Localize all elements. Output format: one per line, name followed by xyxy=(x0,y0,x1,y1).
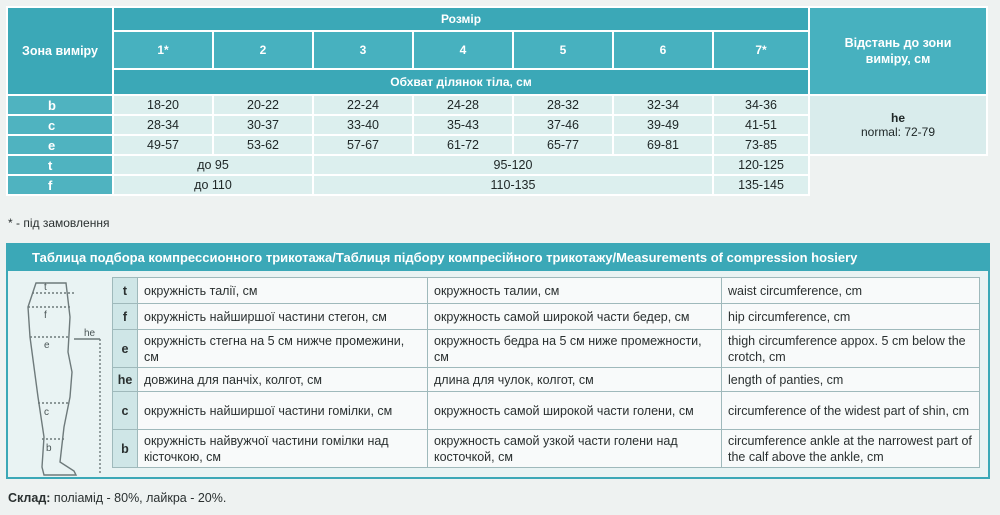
girth-header: Обхват ділянок тіла, см xyxy=(113,69,809,95)
measurement-panel xyxy=(6,243,990,479)
size-value-cell: 57-67 xyxy=(313,135,413,155)
measurement-en: circumference ankle at the narrowest part of the calf above the ankle, cm xyxy=(722,430,980,468)
distance-cell xyxy=(809,95,987,155)
measurement-title: Таблица подбора компрессионного трикотажа/Таблиця підбору компресійного трикотажу/Measurements of compression hosiery xyxy=(8,245,988,271)
size-value-cell: 41-51 xyxy=(713,115,809,135)
measurement-ru: окружность бедра на 5 см ниже промежности, см xyxy=(428,330,722,368)
size-value-cell: 53-62 xyxy=(213,135,313,155)
fig-label-he: he xyxy=(84,328,96,339)
size-value-cell: 95-120 xyxy=(313,155,713,175)
measurement-ru: окружность самой широкой части бедер, см xyxy=(428,304,722,330)
size-value-cell: 33-40 xyxy=(313,115,413,135)
zone-cell: b xyxy=(7,95,113,115)
size-number: 1* xyxy=(113,31,213,69)
measurement-en: thigh circumference appox. 5 cm below the crotch, cm xyxy=(722,330,980,368)
measurement-key: f xyxy=(113,304,138,330)
fig-label-e: e xyxy=(44,340,50,351)
measurement-en: hip circumference, cm xyxy=(722,304,980,330)
measurement-ru: окружность самой широкой части голени, см xyxy=(428,392,722,430)
measurement-ua: окружність стегна на 5 см нижче промежини, см xyxy=(138,330,428,368)
fig-label-b: b xyxy=(46,443,52,454)
measurement-row-f xyxy=(113,304,980,330)
zone-header: Зона виміру xyxy=(7,7,113,95)
size-value-cell: 61-72 xyxy=(413,135,513,155)
measurement-key: b xyxy=(113,430,138,468)
measurement-key: t xyxy=(113,278,138,304)
fig-label-f: f xyxy=(44,310,47,321)
size-row-f xyxy=(7,175,987,195)
size-number: 5 xyxy=(513,31,613,69)
measurement-en: waist circumference, cm xyxy=(722,278,980,304)
size-value-cell: 34-36 xyxy=(713,95,809,115)
size-row-b xyxy=(7,95,987,115)
fig-label-c: c xyxy=(44,407,49,418)
size-value-cell: 73-85 xyxy=(713,135,809,155)
measurement-key: he xyxy=(113,368,138,392)
measurement-ua: окружність найвужчої частини гомілки над кісточкою, см xyxy=(138,430,428,468)
measurement-row-he xyxy=(113,368,980,392)
measurement-ru: окружность талии, см xyxy=(428,278,722,304)
distance-header: Відстань до зони виміру, см xyxy=(809,7,987,95)
size-value-cell: 69-81 xyxy=(613,135,713,155)
zone-cell: c xyxy=(7,115,113,135)
measurement-en: length of panties, cm xyxy=(722,368,980,392)
size-row-t xyxy=(7,155,987,175)
measurement-table xyxy=(112,277,980,468)
measurement-ua: окружність найширшої частини стегон, см xyxy=(138,304,428,330)
size-value-cell: 135-145 xyxy=(713,175,809,195)
size-value-cell: 18-20 xyxy=(113,95,213,115)
size-value-cell: 20-22 xyxy=(213,95,313,115)
zone-cell: t xyxy=(7,155,113,175)
size-value-cell: 39-49 xyxy=(613,115,713,135)
size-value-cell: 30-37 xyxy=(213,115,313,135)
measurement-key: e xyxy=(113,330,138,368)
measurement-row-c xyxy=(113,392,980,430)
size-number: 4 xyxy=(413,31,513,69)
size-value-cell: 32-34 xyxy=(613,95,713,115)
zone-cell: f xyxy=(7,175,113,195)
composition xyxy=(8,491,226,505)
size-value-cell: 110-135 xyxy=(313,175,713,195)
leg-figure xyxy=(14,277,110,477)
measurement-ua: окружність талії, см xyxy=(138,278,428,304)
size-value-cell: 28-34 xyxy=(113,115,213,135)
measurement-en: circumference of the widest part of shin, cm xyxy=(722,392,980,430)
measurement-key: c xyxy=(113,392,138,430)
measurement-row-e xyxy=(113,330,980,368)
measurement-ua: довжина для панчіх, колгот, см xyxy=(138,368,428,392)
fig-label-t: t xyxy=(44,282,47,293)
size-table xyxy=(6,6,988,196)
composition-label: Склад: xyxy=(8,491,51,505)
measurement-ua: окружність найширшої частини гомілки, см xyxy=(138,392,428,430)
distance-key: he xyxy=(890,111,905,125)
size-number: 3 xyxy=(313,31,413,69)
size-number: 7* xyxy=(713,31,809,69)
size-value-cell: 24-28 xyxy=(413,95,513,115)
size-value-cell: 120-125 xyxy=(713,155,809,175)
measurement-row-t xyxy=(113,278,980,304)
size-value-cell: 22-24 xyxy=(313,95,413,115)
measurement-ru: длина для чулок, колгот, см xyxy=(428,368,722,392)
size-value-cell: 37-46 xyxy=(513,115,613,135)
size-header: Розмір xyxy=(113,7,809,31)
size-value-cell: до 110 xyxy=(113,175,313,195)
size-value-cell: 65-77 xyxy=(513,135,613,155)
size-value-cell: 49-57 xyxy=(113,135,213,155)
measurement-ru: окружность самой узкой части голени над косточкой, см xyxy=(428,430,722,468)
size-value-cell: 28-32 xyxy=(513,95,613,115)
measurement-row-b xyxy=(113,430,980,468)
size-number: 2 xyxy=(213,31,313,69)
distance-value: normal: 72-79 xyxy=(860,125,936,139)
size-value-cell: до 95 xyxy=(113,155,313,175)
composition-text: поліамід - 80%, лайкра - 20%. xyxy=(53,491,227,505)
zone-cell: e xyxy=(7,135,113,155)
size-number: 6 xyxy=(613,31,713,69)
size-value-cell: 35-43 xyxy=(413,115,513,135)
order-note: * - під замовлення xyxy=(8,216,110,230)
